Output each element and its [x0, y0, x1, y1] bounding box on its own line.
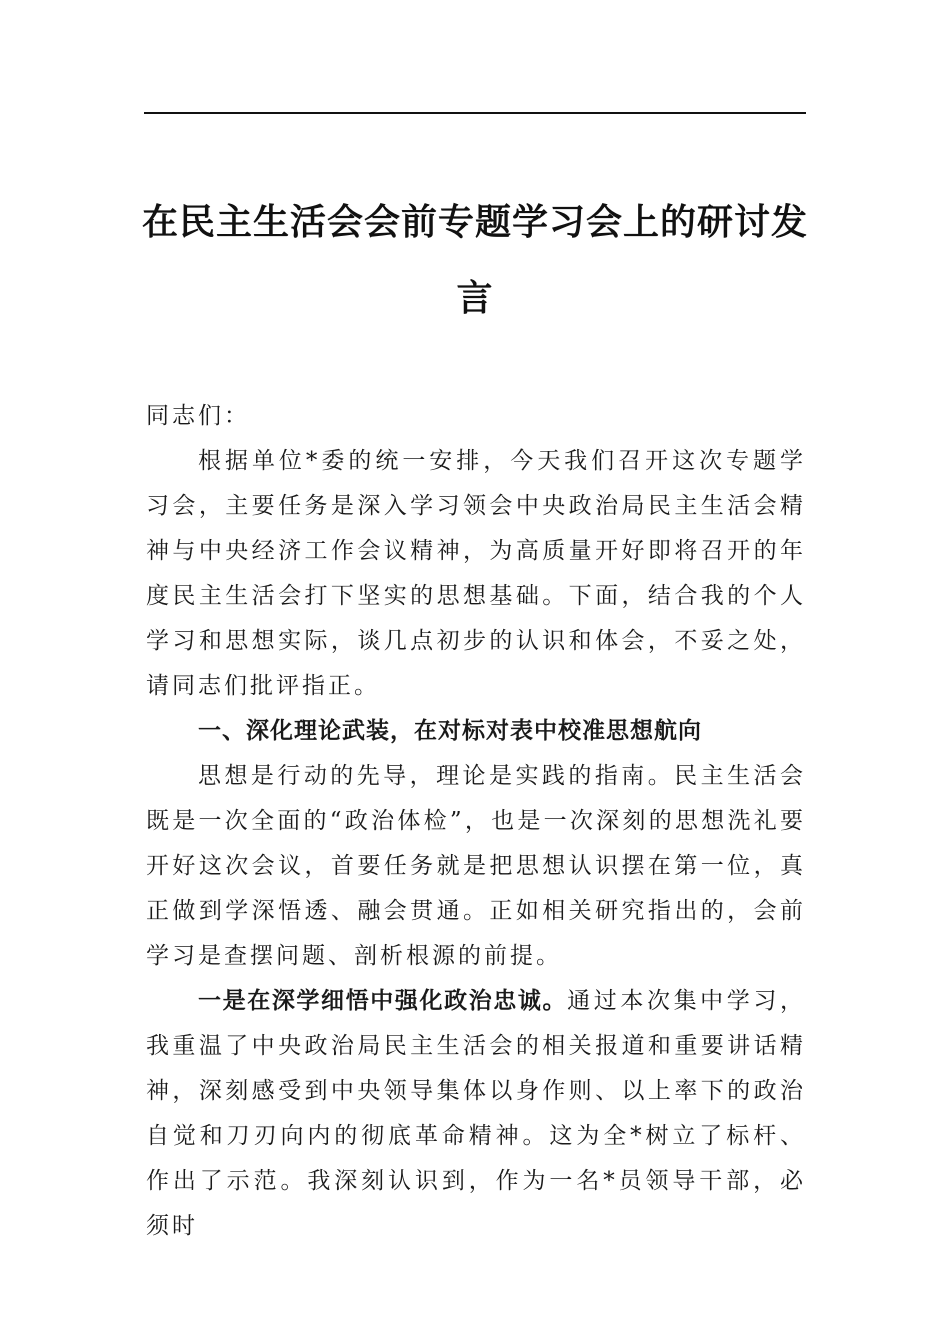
- point-lead-1: 一是在深学细悟中强化政治忠诚。: [198, 988, 568, 1014]
- intro-paragraph: 根据单位*委的统一安排，今天我们召开这次专题学习会，主要任务是深入学习领会中央政治局民主生活会精神与中央经济工作会议精神，为高质量开好即将召开的年度民主生活会打下坚实的思想基础。下面，结合我的个人学习和思想实际，谈几点初步的认识和体会，不妥之处，请同志们批评指正。: [146, 448, 806, 699]
- header-rule: [144, 112, 806, 114]
- document-body: [146, 394, 806, 1249]
- section-heading-1: 一、深化理论武装，在对标对表中校准思想航向: [198, 718, 702, 744]
- point-paragraph-1: [146, 979, 806, 1249]
- document-title: 在民主生活会会前专题学习会上的研讨发言: [141, 202, 808, 319]
- point-text-1: 通过本次集中学习，我重温了中央政治局民主生活会的相关报道和重要讲话精神，深刻感受到中央领导集体以身作则、以上率下的政治自觉和刀刃向内的彻底革命精神。这为全*树立了标杆、作出了示范。我深刻认识到，作为一名*员领导干部，必须时: [146, 988, 807, 1239]
- section-paragraph-1: 思想是行动的先导，理论是实践的指南。民主生活会既是一次全面的“政治体检”，也是一次深刻的思想洗礼要开好这次会议，首要任务就是把思想认识摆在第一位，真正做到学深悟透、融会贯通。正如相关研究指出的，会前学习是查摆问题、剖析根源的前提。: [146, 763, 806, 969]
- salutation: 同志们：: [146, 403, 250, 429]
